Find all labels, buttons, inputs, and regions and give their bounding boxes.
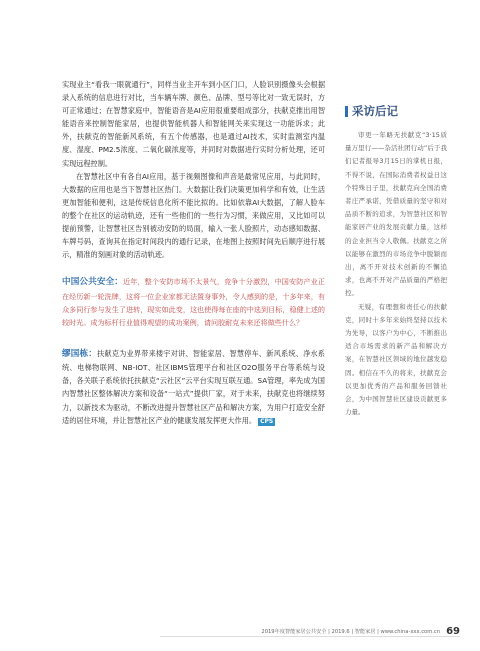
article-end-mark: CPS xyxy=(260,417,274,425)
answer-text: 扶献克为业界带来楼宇对讲、智能家居、智慧停车、新风系统、净水系统、电梯物联网、NB-IOT、社区IBMS管理平台和社区O2O服务平台等系统与设备，各关联子系统依托扶献克“云社区”云平台实现互联互通。SA管理，率先成为国内智慧社区整体解决方案和设备“一站式”提供厂家，对于未来，扶献克也将继续努力，以新技术为驱动，不断改进提升智慧社区产品和解决方案，为用户打造安全舒适的居住环境，并让智慧社区产业的健康发展发挥更大作用。 xyxy=(62,349,325,425)
body-paragraph-2: 在智慧社区中有各自AI应用，基于视频图像和声音是最常见应用，与此同时，大数据的应用也是当下智慧社区热门。大数据让我们决策更加科学和有效，让生活更加智能和便利，这是传统信息化所不能比拟的。比如依靠AI大数据，了解人脸车的整个在社区的运动轨迹，还有一些他们的一些行为习惯，来做应用，又比如可以提前预警，让智慧社区告别被动安防的局面，输入一张人脸照片，动态感知数据、车牌号码，查询其在指定时间段内的通行记录，在地图上按照时间先后顺序进行展示，精准的刻画对象的活动轨迹。 xyxy=(62,171,325,260)
sidebar-afterword xyxy=(345,103,447,419)
afterword-paragraph-1: 审更一年略无扶献克“3·15质量万里行——杂活社团行动”后于我们记者报导3月15日的掌机日报，不得不说，在国际消费者权益日这个特殊日子里，扶献克向全国消费者庄严承诺，凭借质量的坚守和对品质不断的追求，为智慧社区和智能家居产业的发展贡献力量，这样的企业担当令人敬佩。扶献克之所以能够在激烈的市场竞争中脱颖而出，离不开对技术创新的不懈追求，也离不开对产品质量的严格把控。 xyxy=(345,131,447,298)
interview-answer xyxy=(62,347,325,427)
question-text: 近年，整个安防市场不太景气，竞争十分激烈，中国安防产业正在经历新一轮洗牌，这将一位企业家都无法置身事外，令人感到的是，十多年来，有众多同行参与发生了进转，现实如此变，这也使得每在座的中选到目标，稳健上述的较时光。成为标杆行业值得观望的成功案例，请问胶耐克未来还将做些什么？ xyxy=(62,277,325,327)
question-source: 中国公共安全： xyxy=(62,277,124,288)
footer-divider xyxy=(160,636,460,637)
page-number: 69 xyxy=(446,625,460,637)
interview-question xyxy=(62,275,325,329)
footer-text: 2019年度智能家居公共安全 | 2019.6 | 智能家居 | www.china-xxx.com.cn xyxy=(261,628,441,635)
afterword-paragraph-2: 无疑，有理想和责任心的扶献克，同时十多年来始终坚持以技术为先导，以客户为中心，不断推出适合市场需求的新产品和解决方案，在智慧社区领域的地位越发稳固。相信在不久的将来，扶献克会以更加优秀的产品和服务回馈社会，为中国智慧社区建设贡献更多力量。 xyxy=(345,302,447,417)
afterword-title xyxy=(345,103,447,119)
main-column xyxy=(62,78,325,427)
title-accent-bar xyxy=(345,106,348,117)
afterword-title-text: 采访后记 xyxy=(352,104,398,118)
body-paragraph-1: 实现业主“看我一眼就通行”，同样当业主开车到小区门口，人脸识别摄像头会根据录入系统的信息进行对比，当车辆车牌、颜色、品牌、型号等比对一致无误时，方可正常通过；在智慧家庭中，智能语音是AI应用很重要组成部分，扶献克推出用智能语音来控制智能家居，也提供智能机器人和智能网关来实现这一功能诉求；此外，扶献克的智能新风系统，有五个传感器，也是通过AI技术，实时监测室内温度、湿度、PM2.5浓度、二氧化碳浓度等，并同时对数据进行实时分析处理，还可实现远程控制。 xyxy=(62,80,325,168)
answer-speaker: 缪国栋： xyxy=(62,349,98,360)
